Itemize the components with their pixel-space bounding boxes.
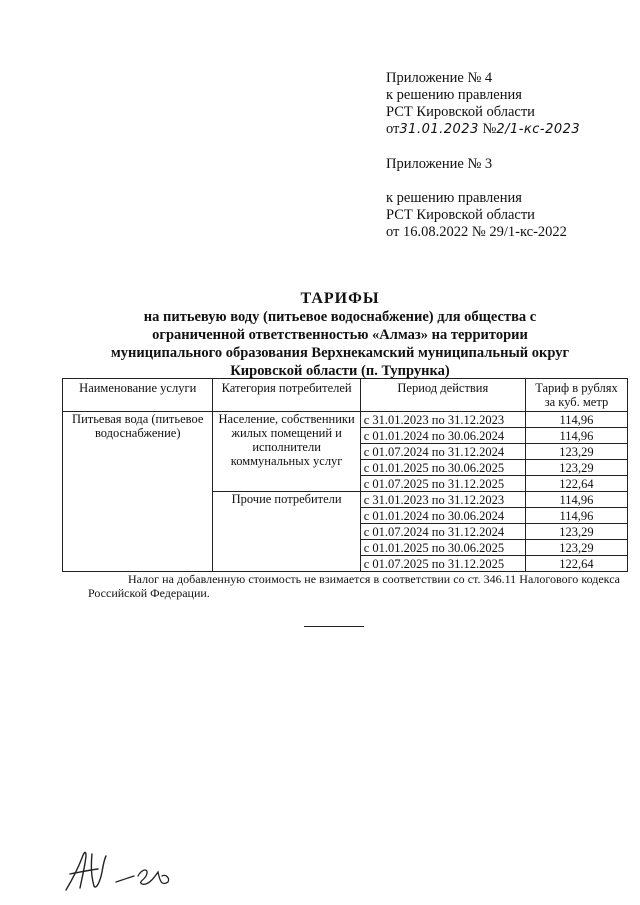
appendix-4-decision: к решению правления [386,87,522,103]
tariff-cell: 114,96 [525,508,627,524]
appendix-3-authority: РСТ Кировской области [386,207,535,223]
period-cell: с 01.01.2025 по 30.06.2025 [360,540,525,556]
appendix-4-header [386,70,580,138]
period-cell: с 01.01.2025 по 30.06.2025 [360,460,525,476]
appendix-3-decision: к решению правления [386,190,522,206]
title-line-3: муниципального образования Верхнекамский муниципальный округ [110,345,570,361]
category-other: Прочие потребители [213,492,360,572]
tariff-cell: 114,96 [525,412,627,428]
appendix-3-header [386,156,567,241]
table-row [63,412,628,428]
period-cell: с 01.07.2024 по 31.12.2024 [360,444,525,460]
period-cell: с 01.07.2024 по 31.12.2024 [360,524,525,540]
tariff-cell: 114,96 [525,428,627,444]
signature-icon [58,842,188,897]
appendix-4-date-line: от31.01.2023 №2/1-кс-2023 [386,121,581,137]
title-line-2: ограниченной ответственностью «Алмаз» на территории [152,327,528,343]
tariff-table [62,378,628,572]
period-cell: с 01.01.2024 по 30.06.2024 [360,428,525,444]
document-title [60,290,620,380]
appendix-4-title: Приложение № 4 [386,70,493,86]
table-header-row [63,379,628,412]
tariff-cell: 122,64 [525,556,627,572]
category-population: Население, собственники жилых помещений и исполнители коммунальных услуг [213,412,360,492]
tariff-cell: 122,64 [525,476,627,492]
title-line-4: Кировской области (п. Тупрунка) [230,363,450,379]
header-category: Категория потребителей [213,379,360,412]
period-cell: с 31.01.2023 по 31.12.2023 [360,492,525,508]
closing-rule [304,626,364,627]
handwritten-date: 31.01.2023 [399,122,479,137]
handwritten-number: 2/1-кс-2023 [496,122,581,137]
appendix-4-authority: РСТ Кировской области [386,104,535,120]
title-line-1: на питьевую воду (питьевое водоснабжение) для общества с [143,309,537,325]
period-cell: с 31.01.2023 по 31.12.2023 [360,412,525,428]
service-name: Питьевая вода (питьевое водоснабжение) [63,412,213,572]
header-service: Наименование услуги [63,379,213,412]
period-cell: с 01.01.2024 по 30.06.2024 [360,508,525,524]
period-cell: с 01.07.2025 по 31.12.2025 [360,556,525,572]
tariff-cell: 123,29 [525,524,627,540]
tariff-cell: 123,29 [525,460,627,476]
tariff-cell: 123,29 [525,540,627,556]
tariff-cell: 123,29 [525,444,627,460]
tariff-cell: 114,96 [525,492,627,508]
header-period: Период действия [360,379,525,412]
period-cell: с 01.07.2025 по 31.12.2025 [360,476,525,492]
appendix-3-date-line: от 16.08.2022 № 29/1-кс-2022 [386,224,567,240]
vat-note: Налог на добавленную стоимость не взимается в соответствии со ст. 346.11 Налогового кодекса Российской Федерации. [88,572,620,600]
appendix-3-title: Приложение № 3 [386,156,493,172]
header-tariff: Тариф в рублях за куб. метр [525,379,627,412]
title-main: ТАРИФЫ [300,290,380,307]
